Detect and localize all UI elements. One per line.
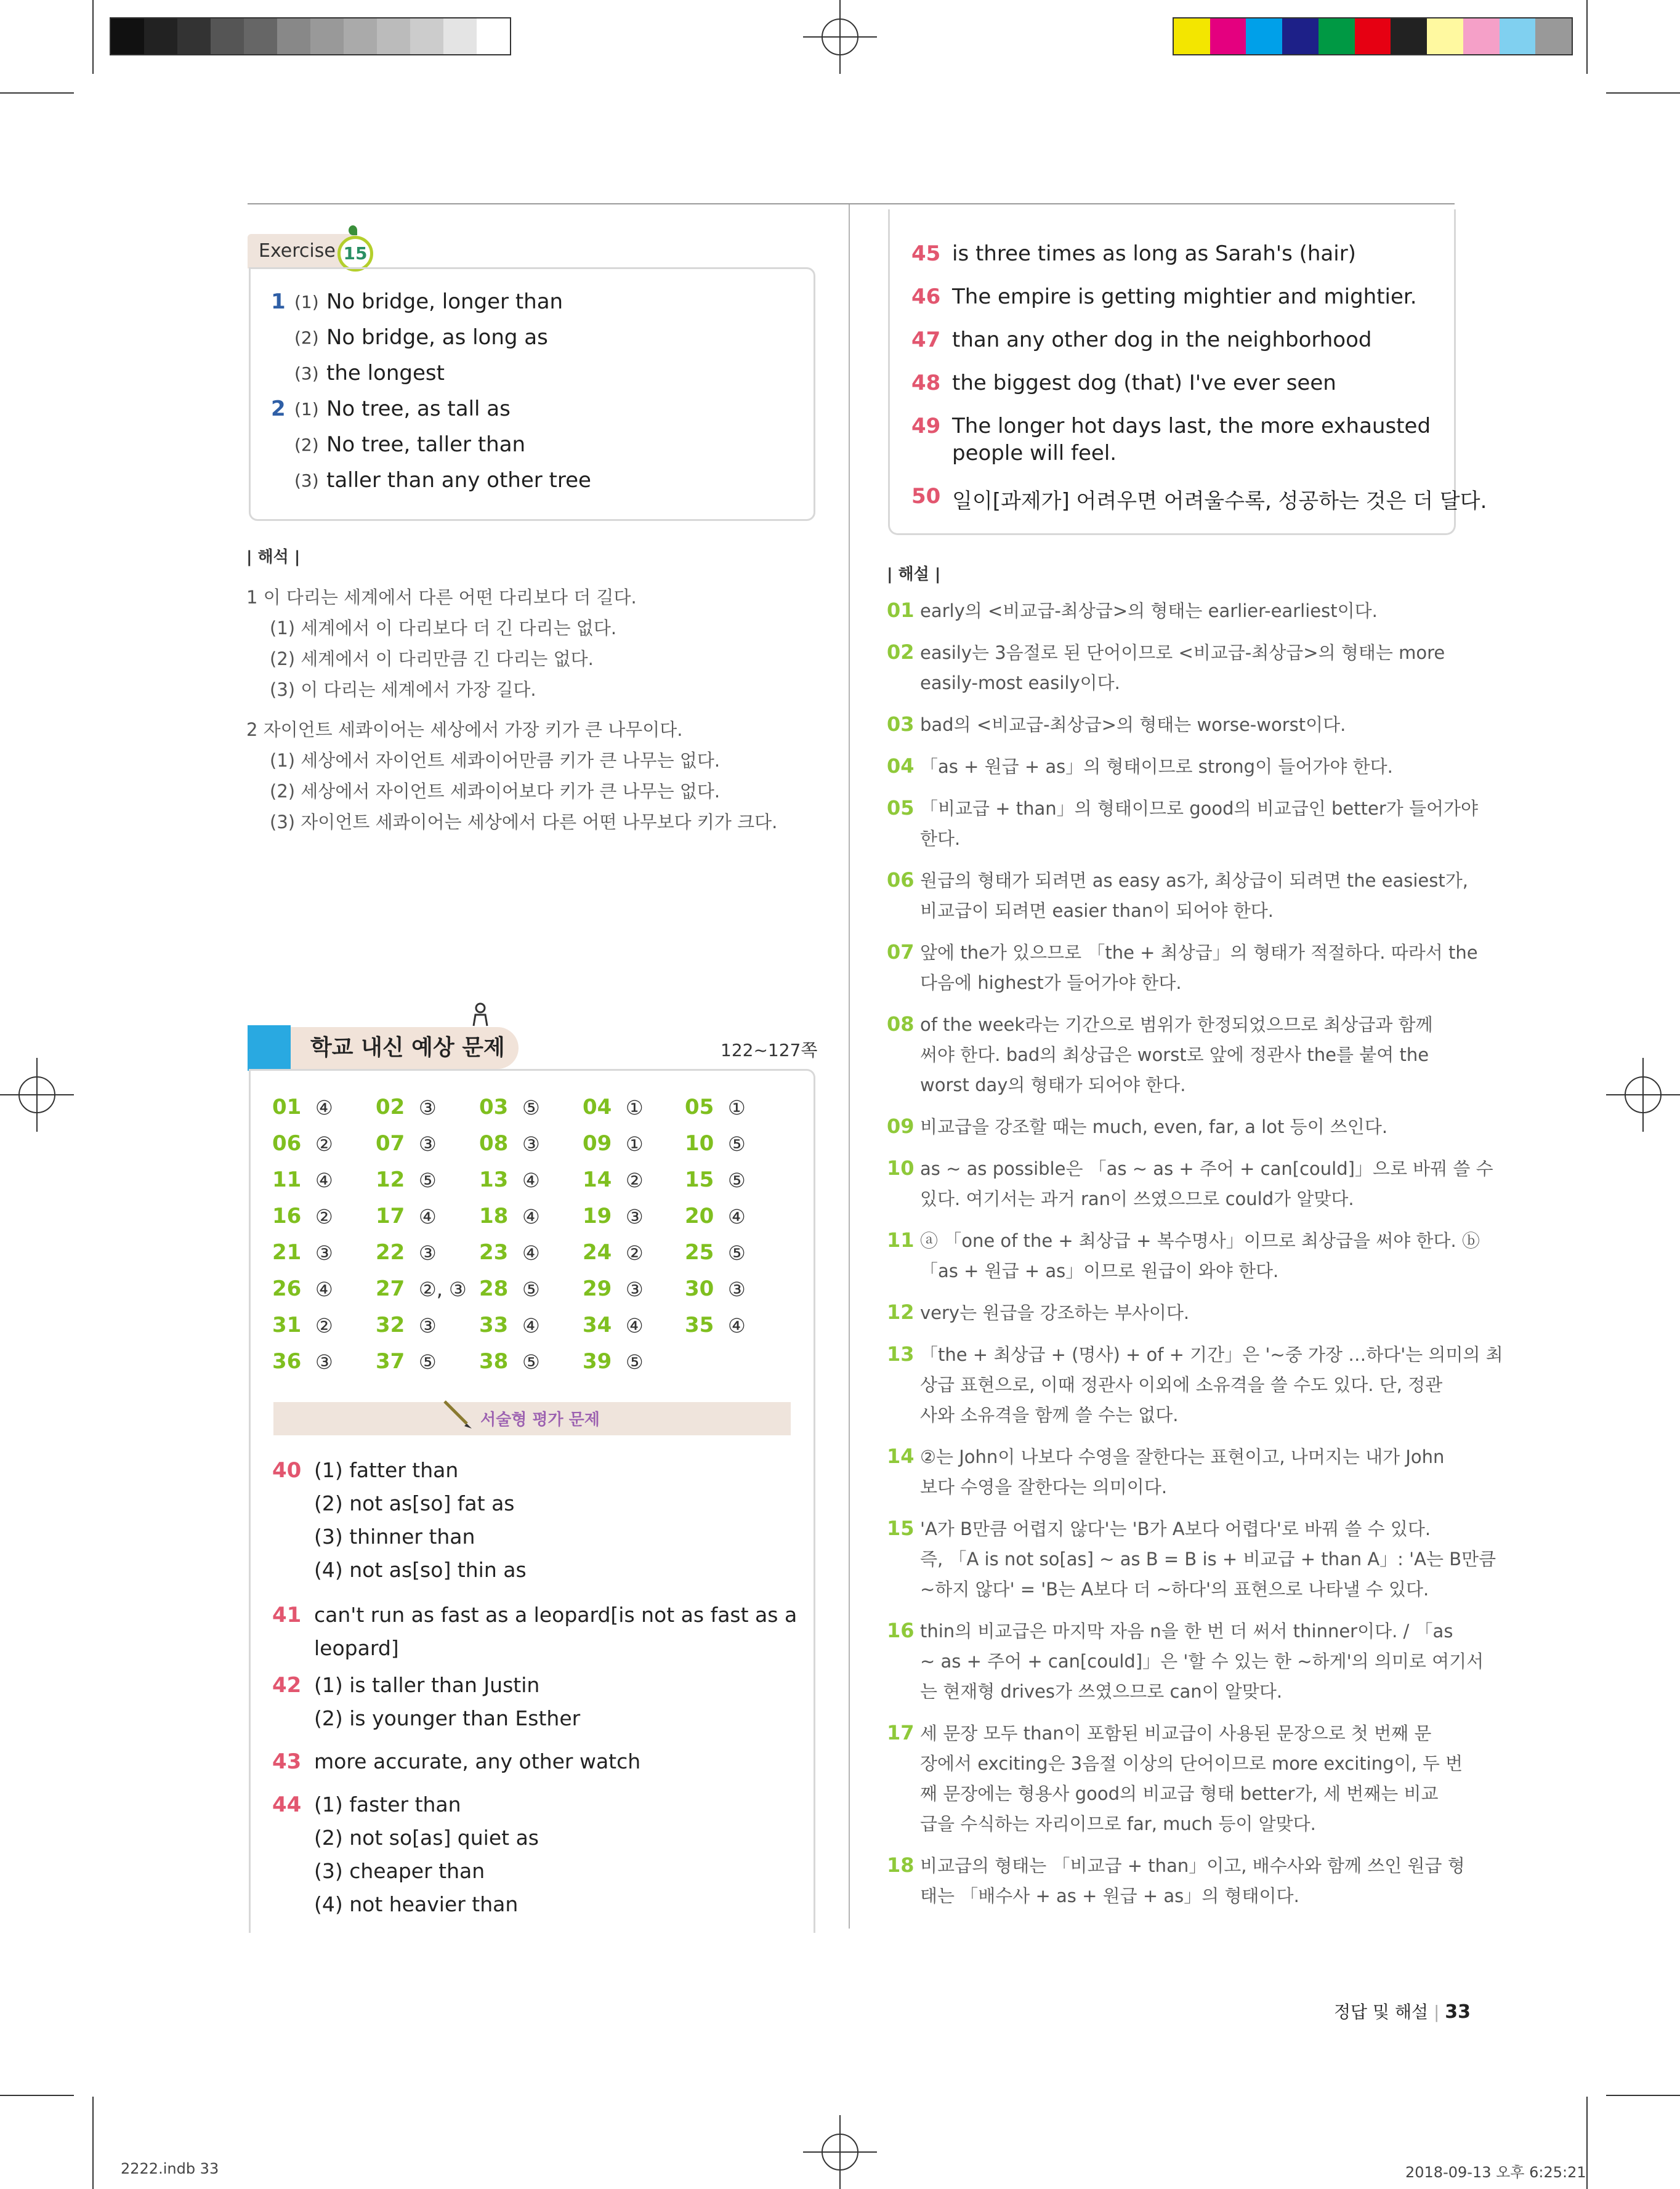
color-bar [1173, 17, 1573, 55]
grayscale-bar [110, 17, 511, 55]
answer-choice: ① [626, 1132, 644, 1156]
explanation-line: as ~ as possible은 「as ~ as + 주어 + can[could]」으로 바꿔 쓸 수 [920, 1158, 1493, 1179]
person-icon [472, 1002, 489, 1027]
explanation-line: ~ as + 주어 + can[could]」은 '할 수 있는 한 ~하게'의 의미로 여기서 [920, 1651, 1484, 1672]
explanation-line: 상급 표현으로, 이때 정관사 이외에 소유격을 쓸 수도 있다. 단, 정관 [920, 1374, 1443, 1395]
essay-answer-line: The longer hot days last, the more exhausted [952, 414, 1431, 438]
essay-question-number: 44 [272, 1792, 302, 1817]
essay-answer-line: (3) cheaper than [314, 1859, 485, 1883]
explanation-line: 비교급을 강조할 때는 much, even, far, a lot 등이 쓰인다. [920, 1116, 1388, 1137]
explanation-number: 13 [887, 1342, 915, 1366]
essay-answer-line: (4) not heavier than [314, 1892, 519, 1916]
essay-answer-line: people will feel. [952, 441, 1117, 466]
answer-choice: ③ [522, 1132, 540, 1156]
translation-line: (2) 세계에서 이 다리만큼 긴 다리는 없다. [270, 648, 594, 669]
exercise-sub-number: (3) [294, 470, 319, 491]
essay-question-number: 50 [911, 484, 941, 509]
crop-mark [1586, 2097, 1588, 2189]
explanation-line: 원급의 형태가 되려면 as easy as가, 최상급이 되려면 the easiest가, [920, 870, 1468, 891]
essay-question-number: 45 [911, 241, 941, 266]
explanation-line: 앞에 the가 있으므로 「the + 최상급」의 형태가 적절하다. 따라서 the [920, 942, 1478, 963]
exercise-question-number: 2 [271, 397, 286, 421]
essay-answer-line: leopard] [314, 1636, 399, 1660]
answer-number: 30 [685, 1276, 714, 1301]
translation-line: (2) 세상에서 자이언트 세콰이어보다 키가 큰 나무는 없다. [270, 781, 721, 802]
answer-number: 32 [376, 1313, 405, 1337]
answer-choice: ⑤ [419, 1350, 437, 1374]
explanation-line: ②는 John이 나보다 수영을 잘한다는 표현이고, 나머지는 내가 John [920, 1446, 1445, 1467]
essay-section-title: 서술형 평가 문제 [480, 1411, 600, 1429]
answer-choice: ④ [728, 1205, 746, 1228]
exercise-answer-text: No tree, as tall as [326, 397, 511, 421]
exercise-number-badge: 15 [337, 236, 373, 272]
answer-number: 10 [685, 1131, 714, 1156]
answer-number: 37 [376, 1349, 405, 1374]
essay-answer-line: (2) is younger than Esther [314, 1706, 581, 1730]
answer-number: 35 [685, 1313, 714, 1337]
answer-choice: ⑤ [522, 1278, 540, 1301]
answer-number: 19 [583, 1204, 612, 1228]
answer-number: 26 [272, 1276, 302, 1301]
answer-number: 25 [685, 1240, 714, 1265]
essay-answer-line: the biggest dog (that) I've ever seen [952, 371, 1336, 395]
exercise-answer-text: No bridge, longer than [326, 289, 563, 314]
essay-answer-line: than any other dog in the neighborhood [952, 328, 1372, 352]
answer-choice: ④ [626, 1314, 644, 1337]
column-divider [849, 204, 850, 1929]
explanation-number: 11 [887, 1228, 915, 1252]
exam-title: 학교 내신 예상 문제 [291, 1027, 519, 1069]
answer-choice: ⑤ [728, 1132, 746, 1156]
answer-number: 11 [272, 1167, 302, 1192]
essay-question-number: 42 [272, 1673, 302, 1698]
answer-choice: ⑤ [522, 1350, 540, 1374]
answer-number: 24 [583, 1240, 612, 1265]
exam-header-accent [248, 1025, 291, 1071]
exercise-sub-number: (1) [294, 399, 319, 419]
explanation-line: 비교급의 형태는 「비교급 + than」이고, 배수사와 함께 쓰인 원급 형 [920, 1855, 1465, 1876]
answer-choice: ③ [419, 1132, 437, 1156]
exercise-sub-number: (2) [294, 328, 319, 348]
exercise-sub-number: (3) [294, 363, 319, 384]
explanation-line: 한다. [920, 828, 961, 849]
answer-number: 12 [376, 1167, 405, 1192]
essay-answer-line: can't run as fast as a leopard[is not as fast as a [314, 1603, 798, 1627]
essay-answer-line: (3) thinner than [314, 1525, 475, 1549]
answer-number: 23 [479, 1240, 509, 1265]
explanation-line: 장에서 exciting은 3음절 이상의 단어이므로 more exciting이, 두 번 [920, 1753, 1463, 1774]
footer-section: 정답 및 해설 [1334, 2002, 1429, 2022]
answer-choice: ③ [728, 1278, 746, 1301]
answer-number: 39 [583, 1349, 612, 1374]
crop-mark [1606, 2095, 1680, 2096]
crop-mark [0, 2095, 74, 2096]
explanation-line: worst day의 형태가 되어야 한다. [920, 1074, 1186, 1095]
explanation-line: bad의 <비교급-최상급>의 형태는 worse-worst이다. [920, 714, 1346, 735]
essay-answer-line: is three times as long as Sarah's (hair) [952, 241, 1356, 266]
explanation-line: 보다 수영을 잘한다는 의미이다. [920, 1477, 1168, 1498]
answer-number: 15 [685, 1167, 714, 1192]
answer-choice: ⑤ [419, 1169, 437, 1192]
answer-choice: ⑤ [522, 1096, 540, 1119]
answer-number: 34 [583, 1313, 612, 1337]
explanation-number: 14 [887, 1445, 915, 1468]
essay-answer-line: (1) faster than [314, 1792, 461, 1816]
essay-question-number: 41 [272, 1603, 302, 1627]
answer-number: 28 [479, 1276, 509, 1301]
exercise-answer-text: the longest [326, 361, 445, 385]
registration-mark [803, 0, 877, 74]
answer-number: 38 [479, 1349, 509, 1374]
explanation-line: 「the + 최상급 + (명사) + of + 기간」은 '~중 가장 …하다'는 의미의 최 [920, 1344, 1503, 1365]
essay-question-number: 43 [272, 1749, 302, 1774]
explanation-number: 16 [887, 1619, 915, 1642]
exercise-answer-text: taller than any other tree [326, 468, 591, 493]
answer-choice: ④ [315, 1278, 333, 1301]
explanation-number: 03 [887, 712, 915, 736]
essay-question-number: 49 [911, 414, 941, 438]
answer-choice: ④ [522, 1205, 540, 1228]
explanation-number: 17 [887, 1721, 915, 1744]
answer-choice: ② [626, 1241, 644, 1265]
essay-answer-line: (2) not as[so] fat as [314, 1491, 515, 1515]
essay-answer-line: (1) is taller than Justin [314, 1673, 540, 1697]
answer-choice: ② [315, 1205, 333, 1228]
translation-line: (3) 자이언트 세콰이어는 세상에서 다른 어떤 나무보다 키가 크다. [270, 812, 778, 832]
explanation-line: 「as + 원급 + as」의 형태이므로 strong이 들어가야 한다. [920, 756, 1393, 777]
answer-number: 13 [479, 1167, 509, 1192]
answer-number: 29 [583, 1276, 612, 1301]
slug-datetime: 2018-09-13 오후 6:25:21 [1405, 2164, 1586, 2181]
explanation-line: of the week라는 기간으로 범위가 한정되었으므로 최상급과 함께 [920, 1014, 1433, 1035]
answer-number: 20 [685, 1204, 714, 1228]
exam-page-range: 122~127쪽 [721, 1040, 818, 1060]
page-number: 33 [1445, 2001, 1471, 2023]
explanation-line: 'A가 B만큼 어렵지 않다'는 'B가 A보다 어렵다'로 바꿔 쓸 수 있다. [920, 1518, 1431, 1539]
explanation-line: 태는 「배수사 + as + 원급 + as」의 형태이다. [920, 1885, 1299, 1906]
explanation-line: early의 <비교급-최상급>의 형태는 earlier-earliest이다. [920, 600, 1378, 621]
exercise-answer-text: No tree, taller than [326, 432, 526, 457]
answer-choice: ③ [315, 1241, 333, 1265]
essay-question-number: 46 [911, 284, 941, 309]
crop-mark [1586, 0, 1588, 74]
answer-number: 04 [583, 1095, 612, 1119]
essay-question-number: 47 [911, 328, 941, 352]
exercise-question-number: 1 [271, 289, 286, 314]
explanation-number: 06 [887, 868, 915, 892]
explanation-line: 있다. 여기서는 과거 ran이 쓰였으므로 could가 알맞다. [920, 1188, 1354, 1209]
explanation-line: ~하지 않다' = 'B는 A보다 더 ~하다'의 표현으로 나타낼 수 있다. [920, 1579, 1429, 1600]
explanation-line: easily는 3음절로 된 단어이므로 <비교급-최상급>의 형태는 more [920, 642, 1445, 663]
answer-number: 08 [479, 1131, 509, 1156]
answer-number: 09 [583, 1131, 612, 1156]
answer-choice: ④ [522, 1241, 540, 1265]
answer-choice: ③ [315, 1350, 333, 1374]
leaf-icon [349, 225, 357, 235]
slug-file: 2222.indb 33 [121, 2160, 219, 2177]
explanation-number: 04 [887, 754, 915, 778]
answer-number: 31 [272, 1313, 302, 1337]
translation-line: 2 자이언트 세콰이어는 세상에서 가장 키가 큰 나무이다. [246, 719, 683, 740]
answer-number: 18 [479, 1204, 509, 1228]
explanation-number: 05 [887, 796, 915, 820]
explanation-line: 는 현재형 drives가 쓰였으므로 can이 알맞다. [920, 1681, 1283, 1702]
answer-choice: ③ [626, 1278, 644, 1301]
essay-answer-line: (4) not as[so] thin as [314, 1558, 527, 1582]
answer-number: 07 [376, 1131, 405, 1156]
explanation-line: ⓐ 「one of the + 최상급 + 복수명사」이므로 최상급을 써야 한다. ⓑ [920, 1230, 1480, 1251]
essay-answer-line: more accurate, any other watch [314, 1749, 641, 1773]
crop-mark [0, 92, 74, 94]
explanation-number: 02 [887, 640, 915, 664]
answer-choice: ④ [315, 1096, 333, 1119]
answer-choice: ⑤ [626, 1350, 644, 1374]
answer-choice: ① [728, 1096, 746, 1119]
explanation-line: 「비교급 + than」의 형태이므로 good의 비교급인 better가 들어가야 [920, 798, 1479, 819]
explanation-number: 12 [887, 1300, 915, 1324]
answer-number: 27 [376, 1276, 405, 1301]
answer-choice: ③ [626, 1205, 644, 1228]
answer-choice: ③ [419, 1314, 437, 1337]
explanation-number: 09 [887, 1115, 915, 1138]
explanation-number: 08 [887, 1012, 915, 1036]
explanation-line: 비교급이 되려면 easier than이 되어야 한다. [920, 900, 1274, 921]
answer-choice: ② [315, 1132, 333, 1156]
answer-choice: ②, ③ [419, 1278, 467, 1301]
explanation-line: thin의 비교급은 마지막 자음 n을 한 번 더 써서 thinner이다. / 「as [920, 1621, 1453, 1642]
explanation-label: | 해설 | [887, 565, 941, 584]
answer-number: 03 [479, 1095, 509, 1119]
explanation-line: very는 원급을 강조하는 부사이다. [920, 1302, 1190, 1323]
crop-mark [1606, 92, 1680, 94]
answer-choice: ④ [522, 1314, 540, 1337]
translation-line: (3) 이 다리는 세계에서 가장 길다. [270, 679, 536, 700]
translation-line: 1 이 다리는 세계에서 다른 어떤 다리보다 더 길다. [246, 587, 637, 608]
answer-choice: ② [626, 1169, 644, 1192]
answer-choice: ③ [419, 1096, 437, 1119]
explanation-number: 07 [887, 940, 915, 964]
answer-choice: ② [315, 1314, 333, 1337]
explanation-line: 써야 한다. bad의 최상급은 worst로 앞에 정관사 the를 붙여 the [920, 1044, 1429, 1065]
registration-mark [1606, 1058, 1680, 1132]
essay-answer-line: The empire is getting mightier and mightier. [952, 284, 1417, 309]
answer-number: 14 [583, 1167, 612, 1192]
answer-number: 06 [272, 1131, 302, 1156]
essay-answer-line: (1) fatter than [314, 1458, 459, 1482]
registration-mark [0, 1058, 74, 1132]
exercise-tab: Exercise [248, 234, 357, 268]
answer-choice: ① [626, 1096, 644, 1119]
pencil-icon [442, 1399, 474, 1431]
exercise-sub-number: (2) [294, 435, 319, 455]
exercise-answer-text: No bridge, as long as [326, 325, 548, 350]
answer-number: 02 [376, 1095, 405, 1119]
answer-choice: ④ [522, 1169, 540, 1192]
explanation-number: 01 [887, 599, 915, 622]
registration-mark [803, 2115, 877, 2189]
explanation-line: 즉, 「A is not so[as] ~ as B = B is + 비교급 + than A」: 'A는 B만큼 [920, 1549, 1496, 1570]
answer-number: 22 [376, 1240, 405, 1265]
explanation-line: 「as + 원급 + as」이므로 원급이 와야 한다. [920, 1260, 1279, 1281]
top-rule [248, 203, 1455, 204]
explanation-line: 세 문장 모두 than이 포함된 비교급이 사용된 문장으로 첫 번째 문 [920, 1723, 1432, 1744]
explanation-line: 급을 수식하는 자리이므로 far, much 등이 알맞다. [920, 1813, 1316, 1834]
answer-number: 21 [272, 1240, 302, 1265]
answer-number: 16 [272, 1204, 302, 1228]
answer-number: 36 [272, 1349, 302, 1374]
essay-answer-line: 일이[과제가] 어려우면 어려울수록, 성공하는 것은 더 달다. [952, 489, 1487, 514]
answer-choice: ④ [728, 1314, 746, 1337]
essay-question-number: 40 [272, 1458, 302, 1483]
explanation-number: 10 [887, 1156, 915, 1180]
answer-number: 33 [479, 1313, 509, 1337]
answer-choice: ⑤ [728, 1241, 746, 1265]
answer-choice: ③ [419, 1241, 437, 1265]
exercise-sub-number: (1) [294, 292, 319, 312]
answer-choice: ④ [419, 1205, 437, 1228]
explanation-line: easily-most easily이다. [920, 672, 1120, 693]
answer-choice: ④ [315, 1169, 333, 1192]
translation-label: | 해석 | [246, 548, 301, 566]
answer-number: 05 [685, 1095, 714, 1119]
translation-line: (1) 세계에서 이 다리보다 더 긴 다리는 없다. [270, 618, 617, 639]
crop-mark [92, 2097, 94, 2189]
translation-line: (1) 세상에서 자이언트 세콰이어만큼 키가 큰 나무는 없다. [270, 750, 721, 771]
answer-number: 17 [376, 1204, 405, 1228]
explanation-number: 15 [887, 1517, 915, 1540]
answer-number: 01 [272, 1095, 302, 1119]
page-footer: 정답 및 해설 | 33 [1334, 2001, 1471, 2023]
answer-choice: ⑤ [728, 1169, 746, 1192]
explanation-line: 째 문장에는 형용사 good의 비교급 형태 better가, 세 번째는 비교 [920, 1783, 1439, 1804]
essay-question-number: 48 [911, 371, 941, 395]
explanation-number: 18 [887, 1853, 915, 1877]
explanation-line: 사와 소유격을 함께 쓸 수는 없다. [920, 1405, 1179, 1425]
essay-answer-line: (2) not so[as] quiet as [314, 1826, 539, 1850]
explanation-line: 다음에 highest가 들어가야 한다. [920, 972, 1182, 993]
crop-mark [92, 0, 94, 74]
